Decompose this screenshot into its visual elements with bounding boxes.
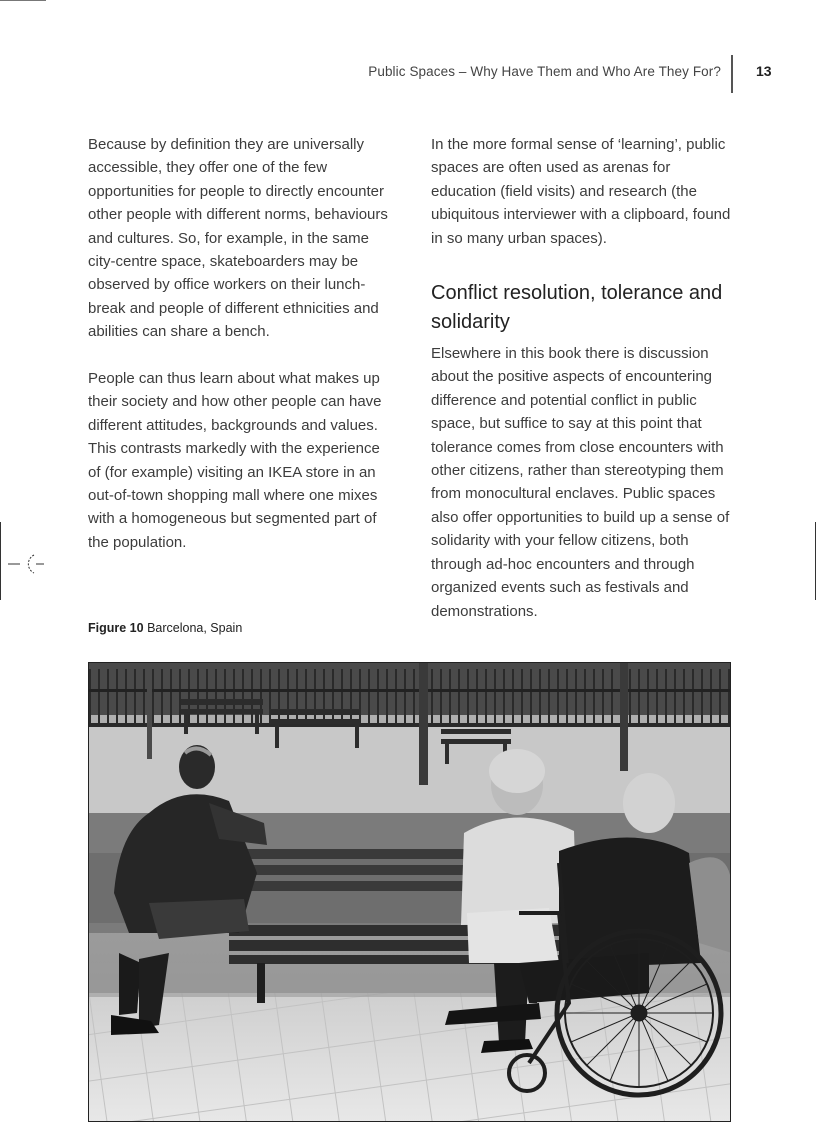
figure-label: Figure 10 (88, 621, 144, 635)
figure-photo (88, 662, 731, 1122)
header-divider (731, 55, 733, 93)
tree-trunk (419, 663, 428, 785)
section-heading: Conflict resolution, tolerance and solidarity (431, 282, 723, 333)
body-paragraph: People can thus learn about what makes up their society and how other people can have different attitudes, backgrounds and values. This contrasts markedly with the experience of (for example) visiting an IKEA store in an out-of-town shopping mall where one mixes with a homogeneous but segmented part of the population. (88, 370, 382, 551)
body-paragraph: Because by definition they are universally accessible, they offer one of the few opportunities for people to directly encounter other people with different norms, behaviours and cultures. So, for example, in the same city-centre space, skateboarders may be observed by office workers on their lunch-break and people of different ethnicities and abilities can share a bench. (88, 136, 388, 341)
running-head: Public Spaces – Why Have Them and Who Are They For? (368, 64, 721, 79)
body-paragraph: Elsewhere in this book there is discussion about the positive aspects of encountering difference and potential conflict in public space, but suffice to say at this point that tolerance comes from close encounters with other citizens, rather than stereotyping them from monocultural enclaves. Public spaces also offer opportunities to build up a sense of solidarity with your fellow citizens, both through ad-hoc encounters and through organized events such as festivals and demonstrations. (431, 345, 730, 620)
crop-mark-top (0, 0, 46, 1)
figure-caption-text: Barcelona, Spain (147, 621, 243, 635)
page-number: 13 (756, 63, 772, 79)
figure-caption (88, 621, 242, 635)
right-column (431, 133, 733, 623)
photo-illustration (89, 663, 731, 1122)
left-column (88, 133, 388, 554)
registration-mark-icon (8, 552, 48, 576)
crop-mark-left (0, 522, 1, 600)
body-paragraph: In the more formal sense of ‘learning’, public spaces are often used as arenas for education (field visits) and research (the ubiquitous interviewer with a clipboard, found in so many urban spaces). (431, 136, 731, 247)
